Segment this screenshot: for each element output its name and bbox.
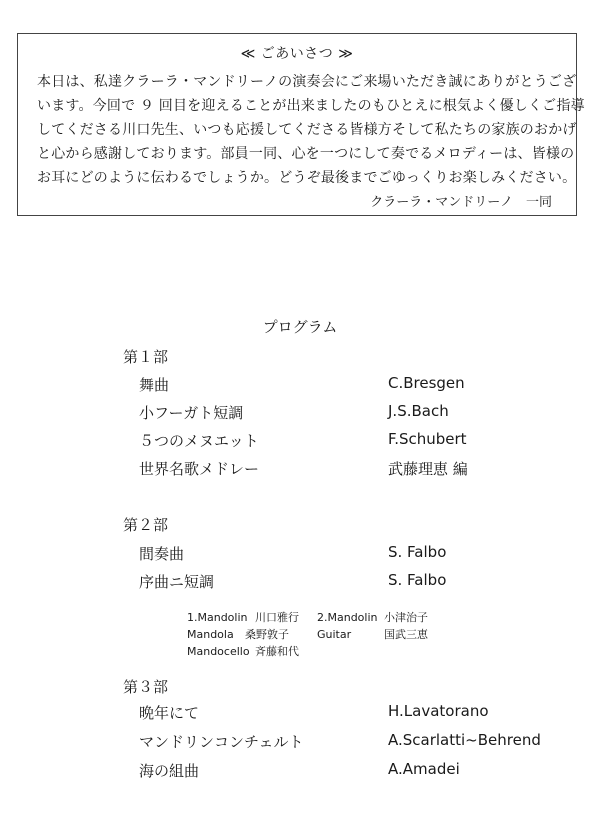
piece-title: 晩年にて bbox=[139, 704, 200, 722]
member-name: 斉藤和代 bbox=[255, 645, 299, 658]
part-heading: 第２部 bbox=[123, 516, 169, 534]
piece-title: 間奏曲 bbox=[139, 545, 185, 563]
member-instrument: 1.Mandolin bbox=[187, 611, 248, 624]
greeting-line: してくださる川口先生、いつも応援してくださる皆様方そして私たちの家族のおかげ bbox=[37, 122, 577, 138]
piece-title: マンドリンコンチェルト bbox=[139, 733, 304, 751]
piece-title: 舞曲 bbox=[139, 376, 170, 394]
piece-title: 海の組曲 bbox=[139, 762, 200, 780]
piece-composer: C.Bresgen bbox=[388, 374, 465, 392]
piece-title: 序曲ニ短調 bbox=[139, 573, 215, 591]
member-instrument: Guitar bbox=[317, 628, 352, 641]
piece-composer: J.S.Bach bbox=[388, 402, 449, 420]
greeting-line: 本日は、私達クラーラ・マンドリーノの演奏会にご来場いただき誠にありがとうござ bbox=[37, 74, 577, 90]
member-instrument: Mandola bbox=[187, 628, 234, 641]
piece-composer: A.Scarlatti~Behrend bbox=[388, 731, 541, 749]
piece-composer: A.Amadei bbox=[388, 760, 460, 778]
part-heading: 第１部 bbox=[123, 348, 169, 366]
greeting-line: お耳にどのように伝わるでしょうか。どうぞ最後までごゆっくりお楽しみください。 bbox=[37, 170, 577, 186]
part-heading: 第３部 bbox=[123, 678, 169, 696]
greeting-signature: クラーラ・マンドリーノ 一同 bbox=[370, 195, 552, 210]
piece-title: 小フーガト短調 bbox=[139, 404, 244, 422]
piece-composer: S. Falbo bbox=[388, 543, 447, 561]
greeting-title: ≪ ごあいさつ ≫ bbox=[240, 46, 354, 62]
piece-title: ５つのメヌエット bbox=[139, 432, 259, 450]
member-name: 国武三恵 bbox=[384, 628, 428, 641]
greeting-box bbox=[17, 33, 585, 216]
piece-composer: F.Schubert bbox=[388, 430, 467, 448]
piece-composer: S. Falbo bbox=[388, 571, 447, 589]
member-name: 桑野敦子 bbox=[245, 628, 289, 641]
member-name: 小津治子 bbox=[384, 611, 428, 624]
piece-composer: 武藤理恵 編 bbox=[388, 460, 468, 478]
piece-title: 世界名歌メドレー bbox=[139, 460, 260, 478]
greeting-line: います。今回で ９ 回目を迎えることが出来ましたのもひとえに根気よく優しくご指導 bbox=[37, 98, 585, 114]
program-title: プログラム bbox=[262, 318, 338, 336]
greeting-line: と心から感謝しております。部員一同、心を一つにして奏でるメロディーは、皆様の bbox=[37, 146, 575, 162]
member-instrument: 2.Mandolin bbox=[317, 611, 378, 624]
member-name: 川口雅行 bbox=[255, 611, 299, 624]
piece-composer: H.Lavatorano bbox=[388, 702, 489, 720]
member-instrument: Mandocello bbox=[187, 645, 250, 658]
